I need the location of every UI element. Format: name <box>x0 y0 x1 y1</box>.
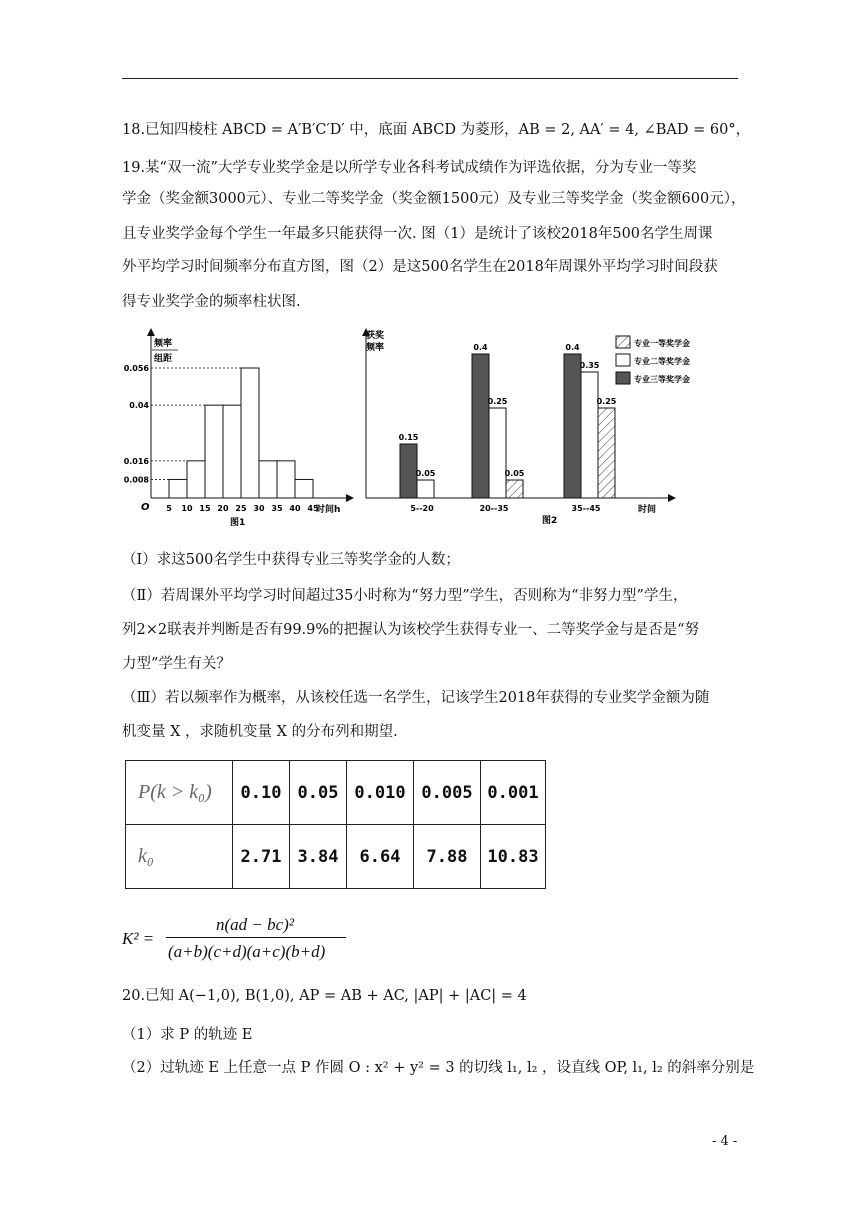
part-3-line-1: （Ⅲ）若以频率作为概率，从该校任选一名学生，记该学生2018年获得的专业奖学金额为随 <box>122 690 710 706</box>
histogram-bar <box>241 368 259 498</box>
part-2-line-1: （Ⅱ）若周课外平均学习时间超过35小时称为“努力型”学生，否则称为“非努力型”学生， <box>122 588 688 604</box>
legend-label: 专业一等奖学金 <box>634 339 690 348</box>
table-cell: 10.83 <box>481 825 546 889</box>
data-label: 0.25 <box>487 397 508 406</box>
x-tick-label: 5 <box>166 504 172 513</box>
histogram-bar <box>205 405 223 498</box>
x-tick-label: 40 <box>289 504 301 513</box>
histogram-bar <box>187 461 205 498</box>
bar <box>489 408 506 498</box>
table-cell: P(k > k₀) <box>126 761 233 825</box>
question-20-part-1: （1）求 P 的轨迹 E <box>122 1027 253 1043</box>
data-label: 0.05 <box>504 469 525 478</box>
bar <box>564 354 581 498</box>
table-cell: k₀ <box>126 825 233 889</box>
fig1-origin-label: O <box>141 502 150 513</box>
table-cell: 0.10 <box>233 761 290 825</box>
bar <box>417 480 434 498</box>
critical-value-table <box>125 760 546 889</box>
table-cell: 0.005 <box>414 761 481 825</box>
header-rule <box>122 78 738 79</box>
data-label: 0.15 <box>398 433 419 442</box>
histogram-bar <box>223 405 241 498</box>
page-number: - 4 - <box>712 1134 738 1149</box>
histogram-bar <box>277 461 295 498</box>
part-3-line-2: 机变量 X ，求随机变量 X 的分布列和期望. <box>122 724 398 740</box>
table-cell: 3.84 <box>290 825 347 889</box>
legend-swatch <box>616 336 630 348</box>
fig2-xlabel: 时间 <box>638 505 657 515</box>
question-19-line-3: 且专业奖学金每个学生一年最多只能获得一次. 图（1）是统计了该校2018年500名学生周课 <box>122 226 713 242</box>
bar <box>400 444 417 498</box>
table-cell: 2.71 <box>233 825 290 889</box>
y-tick-label: 0.016 <box>123 456 149 466</box>
question-20: 20.已知 A(−1,0), B(1,0), AP = AB + AC, |AP| + |AC| = 4 <box>122 988 527 1004</box>
part-2-line-3: 力型”学生有关？ <box>122 656 231 672</box>
bar <box>598 408 615 498</box>
fig1-ylabel-top: 频率 <box>154 339 173 349</box>
data-label: 0.05 <box>415 469 436 478</box>
y-tick-label: 0.04 <box>129 401 149 411</box>
question-19-line-1: 19.某“双一流”大学专业奖学金是以所学专业各科考试成绩作为评选依据，分为专业一等奖 <box>122 160 697 176</box>
formula-fraction-bar <box>166 937 346 938</box>
x-tick-label: 30 <box>253 504 265 513</box>
histogram-bar <box>295 479 313 498</box>
fig2-caption: 图2 <box>542 516 558 526</box>
table-cell: 0.001 <box>481 761 546 825</box>
fig1-xlabel: 时间h <box>316 505 341 515</box>
data-label: 0.35 <box>579 361 600 370</box>
histogram-bar <box>259 461 277 498</box>
legend-label: 专业三等奖学金 <box>634 375 690 384</box>
formula-numerator: n(ad − bc)² <box>216 915 294 934</box>
part-1: （Ⅰ）求这500名学生中获得专业三等奖学金的人数； <box>122 552 460 568</box>
x-tick-label: 35 <box>271 504 283 513</box>
x-tick-label: 25 <box>235 504 247 513</box>
fig1-caption: 图1 <box>230 518 246 528</box>
x-tick-label: 15 <box>199 504 211 513</box>
category-label: 20--35 <box>479 504 509 513</box>
part-2-line-2: 列2×2联表并判断是否有99.9%的把握认为该校学生获得专业一、二等奖学金与是否是“努 <box>122 622 700 638</box>
category-label: 5--20 <box>410 504 434 513</box>
table-cell: 7.88 <box>414 825 481 889</box>
question-19-line-4: 外平均学习时间频率分布直方图，图（2）是这500名学生在2018年周课外平均学习时间段获 <box>122 259 718 275</box>
y-tick-label: 0.008 <box>123 475 149 485</box>
table-cell: 0.010 <box>347 761 414 825</box>
formula-lhs: K² = <box>122 929 155 948</box>
data-label: 0.4 <box>565 343 580 352</box>
legend-swatch <box>616 372 630 384</box>
fig2-ylabel-top: 获奖 <box>366 331 385 341</box>
histogram-bar <box>169 479 187 498</box>
question-19-line-2: 学金（奖金额3000元）、专业二等奖学金（奖金额1500元）及专业三等奖学金（奖金额600元）， <box>122 191 746 207</box>
y-tick-label: 0.056 <box>123 364 149 373</box>
bar <box>472 354 489 498</box>
table-cell: 6.64 <box>347 825 414 889</box>
legend-label: 专业二等奖学金 <box>634 357 690 366</box>
figure-1-histogram <box>118 328 358 532</box>
x-tick-label: 20 <box>217 504 229 513</box>
question-19-line-5: 得专业奖学金的频率柱状图. <box>122 294 301 310</box>
bar <box>581 372 598 498</box>
x-tick-label: 10 <box>181 504 193 513</box>
table-row <box>126 761 546 825</box>
formula-denominator: (a+b)(c+d)(a+c)(b+d) <box>168 942 326 961</box>
question-20-part-2: （2）过轨迹 E 上任意一点 P 作圆 O : x² + y² = 3 的切线 l₁, l₂ ，设直线 OP, l₁, l₂ 的斜率分别是 <box>122 1060 755 1076</box>
bar <box>506 480 523 498</box>
legend-swatch <box>616 354 630 366</box>
x-tick-label: 45 <box>307 504 319 513</box>
table-row <box>126 825 546 889</box>
question-18: 18.已知四棱柱 ABCD = A′B′C′D′ 中，底面 ABCD 为菱形，AB = 2, AA′ = 4, ∠BAD = 60°， <box>122 122 751 138</box>
fig2-ylabel-bottom: 频率 <box>366 343 385 353</box>
category-label: 35--45 <box>571 504 601 513</box>
table-cell: 0.05 <box>290 761 347 825</box>
data-label: 0.25 <box>596 397 617 406</box>
fig1-ylabel-bottom: 组距 <box>154 354 173 364</box>
figure-2-bar-chart <box>358 326 690 534</box>
data-label: 0.4 <box>473 343 488 352</box>
